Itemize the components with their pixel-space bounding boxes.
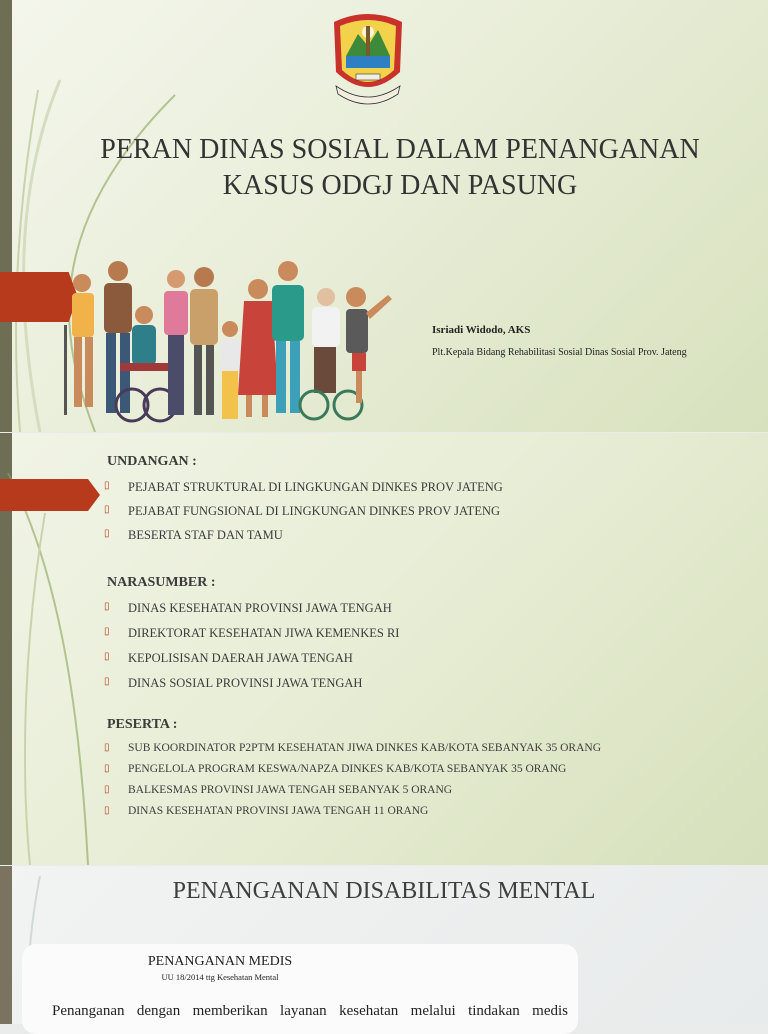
list-item: ▯ SUB KOORDINATOR P2PTM KESEHATAN JIWA DINKES KAB/KOTA SEBANYAK 35 ORANG (104, 742, 601, 754)
bullet-icon: ▯ (104, 504, 110, 515)
bullet-icon: ▯ (104, 651, 110, 662)
list-item: ▯ BESERTA STAF DAN TAMU (104, 528, 283, 542)
card-body-text: Penanganan dengan memberikan layanan kesehatan melalui tindakan medis (52, 1003, 568, 1019)
narasumber-list (104, 601, 399, 701)
people-illustration (58, 255, 408, 430)
emblem-logo (326, 10, 410, 105)
list-item: ▯ KEPOLISISAN DAERAH JAWA TENGAH (104, 651, 353, 665)
author-role: Plt.Kepala Bidang Rehabilitasi Sosial Dinas Sosial Prov. Jateng (432, 347, 687, 358)
bullet-icon: ▯ (104, 601, 110, 612)
card-subtitle: UU 18/2014 ttg Kesehatan Mental (161, 972, 279, 982)
section-heading-undangan: UNDANGAN : (107, 454, 197, 469)
list-item: ▯ PENGELOLA PROGRAM KESWA/NAPZA DINKES KAB/KOTA SEBANYAK 35 ORANG (104, 763, 567, 775)
bullet-icon: ▯ (104, 480, 110, 491)
slide-left-bar (0, 0, 12, 432)
peserta-list (104, 742, 601, 826)
bullet-icon: ▯ (104, 742, 110, 753)
section-heading-narasumber: NARASUMBER : (107, 575, 216, 590)
presentation-title (60, 132, 740, 204)
list-item: ▯ BALKESMAS PROVINSI JAWA TENGAH SEBANYAK 5 ORANG (104, 784, 453, 796)
author-name: Isriadi Widodo, AKS (432, 324, 531, 336)
title-line-2: KASUS ODGJ DAN PASUNG (222, 170, 578, 201)
slide-3-title: PENANGANAN DISABILITAS MENTAL (172, 878, 596, 904)
bullet-icon: ▯ (104, 626, 110, 637)
undangan-list (104, 480, 503, 552)
slide-1[interactable] (0, 0, 768, 432)
list-item: ▯ DINAS KESEHATAN PROVINSI JAWA TENGAH (104, 601, 392, 615)
card-title: PENANGANAN MEDIS (147, 954, 293, 969)
title-line-1: PERAN DINAS SOSIAL DALAM PENANGANAN (100, 134, 700, 165)
list-item: ▯ DINAS KESEHATAN PROVINSI JAWA TENGAH 11 ORANG (104, 805, 429, 817)
section-heading-peserta: PESERTA : (107, 717, 178, 732)
bullet-icon: ▯ (104, 676, 110, 687)
bullet-icon: ▯ (104, 763, 110, 774)
bullet-icon: ▯ (104, 528, 110, 539)
bullet-icon: ▯ (104, 805, 110, 816)
list-item: ▯ PEJABAT STRUKTURAL DI LINGKUNGAN DINKES PROV JATENG (104, 480, 503, 494)
accent-arrow (0, 479, 100, 511)
list-item: ▯ DINAS SOSIAL PROVINSI JAWA TENGAH (104, 676, 363, 690)
list-item: ▯ DIREKTORAT KESEHATAN JIWA KEMENKES RI (104, 626, 400, 640)
list-item: ▯ PEJABAT FUNGSIONAL DI LINGKUNGAN DINKES PROV JATENG (104, 504, 501, 518)
bullet-icon: ▯ (104, 784, 110, 795)
